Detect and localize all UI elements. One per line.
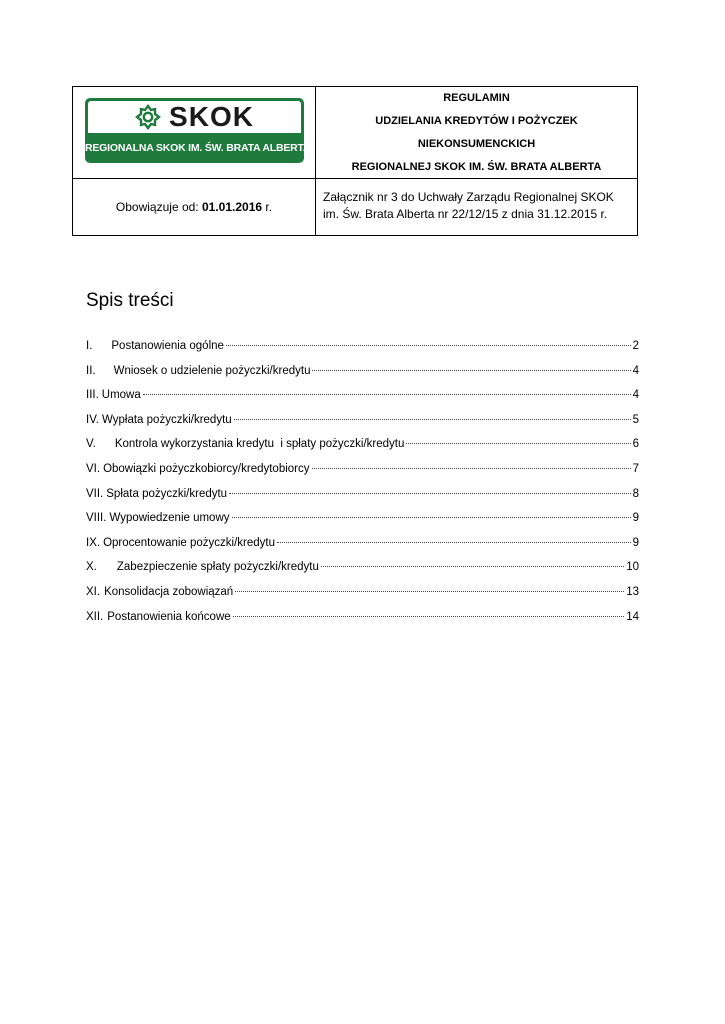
toc-entry-title: Postanowienia końcowe (107, 610, 231, 623)
toc-entry-title: Kontrola wykorzystania kredytu i spłaty pożyczki/kredytu (114, 438, 405, 451)
toc-dot-leader (229, 493, 631, 494)
toc-entry-title: Wypowiedzenie umowy (109, 512, 230, 525)
toc-dot-leader (143, 394, 631, 395)
toc-entry-title: Wniosek o udzielenie pożyczki/kredytu (113, 364, 311, 377)
toc-entry-page: 2 (632, 340, 639, 352)
toc-entry[interactable] (86, 463, 639, 488)
toc-entry[interactable] (86, 365, 639, 390)
toc-dot-leader (321, 566, 624, 567)
toc-entry[interactable] (86, 537, 639, 562)
toc-entry-title: Oprocentowanie pożyczki/kredytu (103, 536, 276, 549)
toc-entry[interactable] (86, 561, 639, 586)
toc-entry-number: XII. (86, 610, 104, 623)
toc-entry-title: Postanowienia ogólne (111, 340, 224, 352)
toc-entry[interactable] (86, 611, 639, 636)
toc-dot-leader (406, 443, 630, 444)
toc-entry-number: I. (86, 340, 93, 352)
toc-dot-leader (233, 616, 625, 617)
title-line-3: NIEKONSUMENCKICH (417, 138, 536, 150)
skok-logo (85, 98, 311, 163)
toc-entry-number: III. (86, 389, 99, 402)
toc-entry-number: IX. (86, 536, 101, 549)
toc-entry-number: XI. (86, 585, 101, 598)
toc-dot-leader (235, 591, 624, 592)
logo-subtitle: REGIONALNA SKOK IM. ŚW. BRATA ALBERTA (85, 142, 311, 154)
toc-dot-leader (312, 370, 630, 371)
toc-entry-page: 5 (632, 413, 639, 426)
toc-entry-number: V. (86, 438, 96, 451)
toc-entry[interactable] (86, 414, 639, 439)
title-line-2: UDZIELANIA KREDYTÓW I POŻYCZEK (375, 115, 578, 127)
toc-entry-page: 6 (632, 438, 639, 451)
skok-emblem-icon (135, 104, 161, 130)
toc-entry-page: 10 (626, 561, 639, 574)
toc-entry-title: Konsolidacja zobowiązań (104, 585, 234, 598)
toc-entry-title: Umowa (101, 389, 141, 402)
toc-entry-number: VI. (86, 462, 101, 475)
toc-entry[interactable] (86, 389, 639, 414)
toc-entry[interactable] (86, 586, 639, 611)
toc-dot-leader (312, 468, 631, 469)
effective-date-value: 01.01.2016 (201, 200, 263, 214)
toc-entry[interactable] (86, 340, 639, 365)
toc-entry-page: 9 (632, 512, 639, 525)
logo-cell (73, 87, 316, 179)
toc-dot-leader (226, 345, 631, 346)
toc-entry-title: Wypłata pożyczki/kredytu (102, 413, 232, 426)
toc-entry[interactable] (86, 488, 639, 513)
effective-date-cell (73, 179, 316, 235)
toc-entry-page: 7 (632, 462, 639, 475)
toc-entry-number: VIII. (86, 512, 107, 525)
table-of-contents (86, 340, 639, 635)
toc-entry-number: II. (86, 364, 96, 377)
toc-entry-page: 13 (626, 585, 639, 598)
toc-heading: Spis treści (86, 290, 174, 311)
toc-entry-number: IV. (86, 413, 100, 426)
toc-entry-page: 9 (632, 536, 639, 549)
logo-wordmark: SKOK (169, 101, 254, 132)
toc-entry-title: Spłata pożyczki/kredytu (106, 487, 228, 500)
toc-dot-leader (234, 419, 631, 420)
annex-note: Załącznik nr 3 do Uchwały Zarządu Regionalnej SKOK im. Św. Brata Alberta nr 22/12/15 z dnia 31.12.2015 r. (323, 190, 614, 221)
toc-entry-page: 14 (626, 610, 639, 623)
document-title (316, 87, 637, 179)
document-header-table (72, 86, 638, 236)
title-line-4: REGIONALNEJ SKOK IM. ŚW. BRATA ALBERTA (351, 161, 602, 173)
effective-date-prefix: Obowiązuje od: (115, 200, 199, 214)
effective-date-suffix: r. (265, 200, 273, 214)
toc-entry-page: 8 (632, 487, 639, 500)
toc-entry-number: VII. (86, 487, 104, 500)
toc-entry-title: Obowiązki pożyczkobiorcy/kredytobiorcy (103, 462, 310, 475)
toc-dot-leader (277, 542, 631, 543)
toc-entry-page: 4 (632, 364, 639, 377)
toc-entry[interactable] (86, 512, 639, 537)
toc-entry-page: 4 (632, 389, 639, 402)
toc-dot-leader (232, 517, 631, 518)
toc-entry-number: X. (86, 561, 97, 574)
toc-entry[interactable] (86, 438, 639, 463)
toc-entry-title: Zabezpieczenie spłaty pożyczki/kredytu (116, 561, 319, 574)
title-line-1: REGULAMIN (443, 92, 510, 104)
